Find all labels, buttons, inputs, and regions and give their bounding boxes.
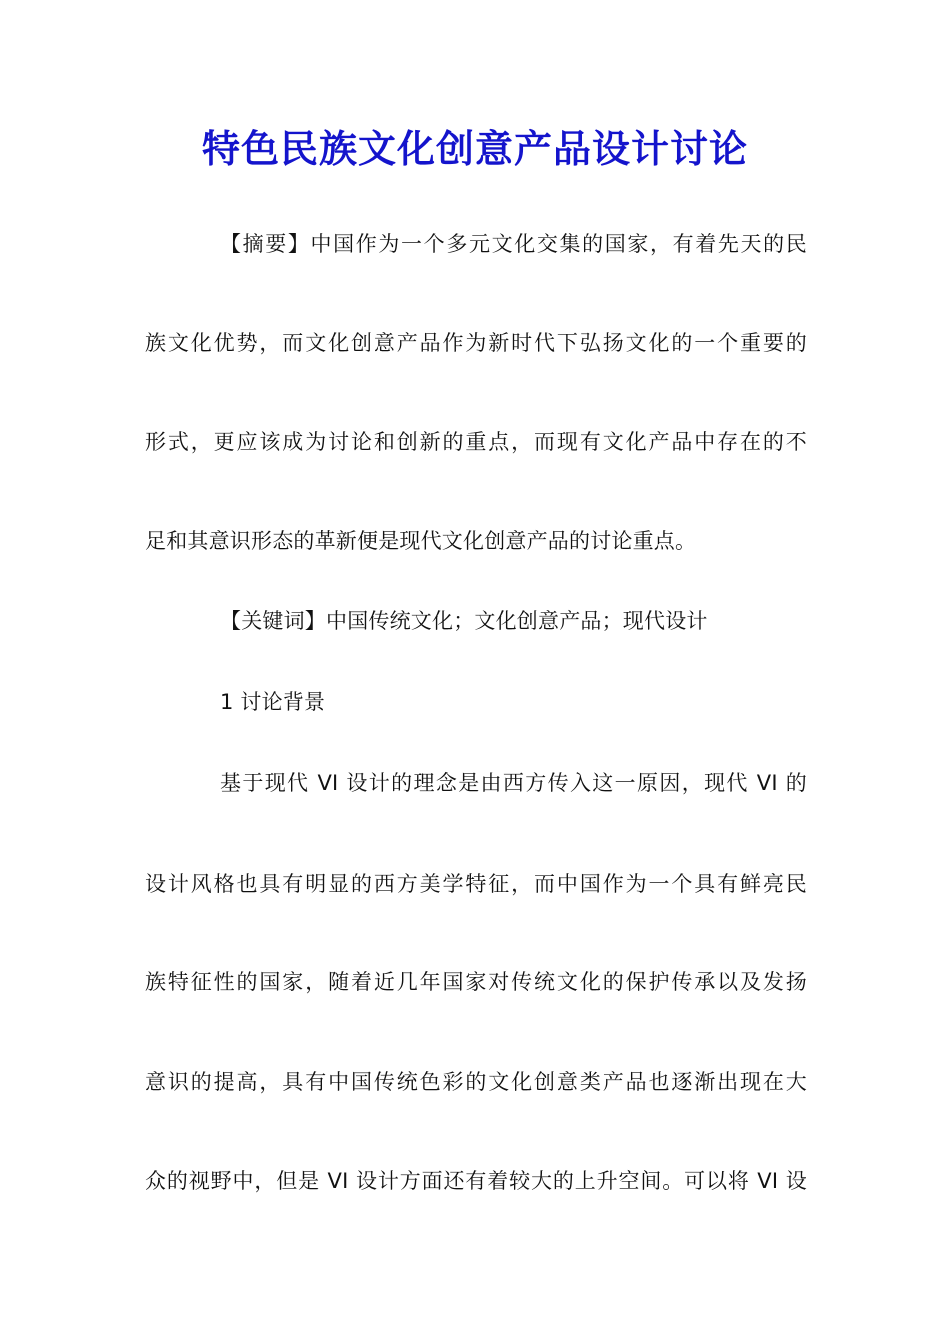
body-line-3: 族特征性的国家，随着近几年国家对传统文化的保护传承以及发扬 [145, 970, 807, 994]
document-title: 特色民族文化创意产品设计讨论 [201, 126, 748, 171]
abstract-line-2: 族文化优势，而文化创意产品作为新时代下弘扬文化的一个重要的 [145, 331, 807, 355]
abstract-line-4: 足和其意识形态的革新便是现代文化创意产品的讨论重点。 [145, 529, 697, 553]
body-line-1: 基于现代 VI 设计的理念是由西方传入这一原因，现代 VI 的 [220, 771, 807, 795]
body-line-5: 众的视野中，但是 VI 设计方面还有着较大的上升空间。可以将 VI 设 [145, 1169, 807, 1193]
body-line-4: 意识的提高，具有中国传统色彩的文化创意类产品也逐渐出现在大 [145, 1070, 807, 1094]
section-heading: 1 讨论背景 [220, 690, 326, 714]
abstract-line-1: 【摘要】中国作为一个多元文化交集的国家，有着先天的民 [220, 232, 807, 256]
keywords-line: 【关键词】中国传统文化；文化创意产品；现代设计 [220, 609, 708, 633]
abstract-line-3: 形式，更应该成为讨论和创新的重点，而现有文化产品中存在的不 [145, 430, 807, 454]
body-line-2: 设计风格也具有明显的西方美学特征，而中国作为一个具有鲜亮民 [145, 872, 807, 896]
